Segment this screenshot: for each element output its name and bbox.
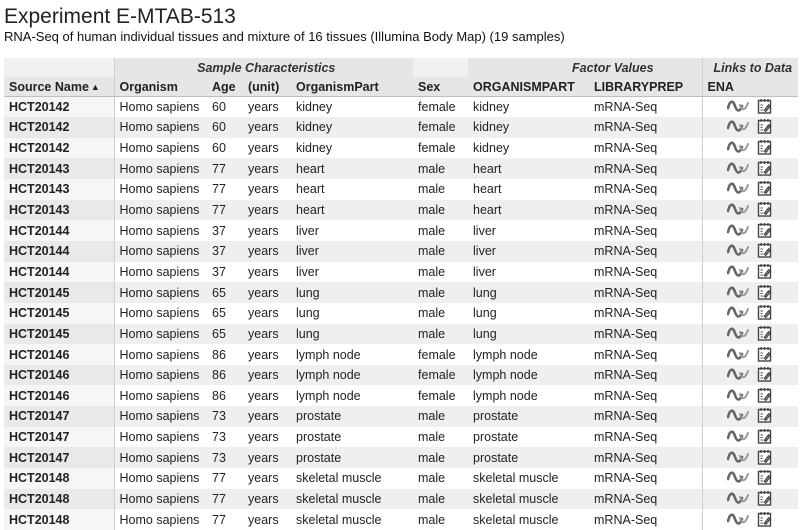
factor-organism-part-cell: skeletal muscle bbox=[473, 512, 559, 527]
organism-column-header[interactable]: Organism bbox=[114, 77, 207, 97]
sequence-data-icon[interactable] bbox=[727, 388, 749, 402]
unit-cell: years bbox=[243, 241, 291, 262]
age-cell: 77 bbox=[207, 489, 243, 510]
sex-cell: male bbox=[413, 447, 468, 468]
column-header-row bbox=[4, 77, 798, 97]
ena-record-icon[interactable] bbox=[757, 490, 773, 506]
source-name-cell: HCT20146 bbox=[4, 385, 114, 406]
organism-part-cell: prostate bbox=[296, 430, 342, 445]
ena-record-icon[interactable] bbox=[757, 160, 773, 176]
table-row bbox=[4, 447, 798, 468]
source-name-cell: HCT20143 bbox=[4, 200, 114, 221]
organism-cell: Homo sapiens bbox=[114, 406, 207, 427]
factor-organism-part-cell: skeletal muscle bbox=[468, 489, 589, 510]
sex-cell: female bbox=[418, 100, 456, 115]
ena-record-icon[interactable] bbox=[757, 304, 773, 320]
samples-table bbox=[4, 58, 798, 530]
sex-cell: male bbox=[418, 182, 446, 197]
sequence-data-icon[interactable] bbox=[727, 491, 749, 505]
table-row bbox=[4, 200, 798, 221]
sex-cell: female bbox=[413, 117, 468, 138]
ena-links-cell bbox=[702, 117, 798, 138]
table-row bbox=[4, 468, 798, 489]
unit-cell: years bbox=[243, 282, 291, 303]
source-name-column-header[interactable] bbox=[4, 77, 114, 97]
unit-cell: years bbox=[248, 430, 279, 445]
organism-part-cell: prostate bbox=[291, 447, 413, 468]
ena-links-cell bbox=[702, 303, 798, 324]
organism-part-cell: liver bbox=[296, 223, 319, 238]
source-name-cell: HCT20145 bbox=[4, 303, 114, 324]
factor-organism-part-cell: liver bbox=[468, 241, 589, 262]
library-prep-cell: mRNA-Seq bbox=[594, 430, 658, 445]
ena-links-cell bbox=[702, 282, 798, 303]
ena-record-icon[interactable] bbox=[757, 284, 773, 300]
library-prep-cell: mRNA-Seq bbox=[589, 200, 702, 221]
ena-links-cell bbox=[702, 344, 798, 365]
library-prep-cell: mRNA-Seq bbox=[594, 512, 658, 527]
library-prep-cell: mRNA-Seq bbox=[589, 158, 702, 179]
organism-cell: Homo sapiens bbox=[114, 489, 207, 510]
unit-column-header[interactable]: (unit) bbox=[243, 77, 291, 97]
unit-cell: years bbox=[248, 100, 279, 115]
organism-part-cell: kidney bbox=[296, 100, 333, 115]
age-cell: 37 bbox=[212, 223, 226, 238]
factor-organism-part-cell: kidney bbox=[473, 100, 510, 115]
unit-cell: years bbox=[243, 406, 291, 427]
unit-cell: years bbox=[248, 182, 279, 197]
organism-cell: Homo sapiens bbox=[119, 430, 200, 445]
library-prep-cell: mRNA-Seq bbox=[594, 100, 658, 115]
unit-cell: years bbox=[248, 347, 279, 362]
sequence-data-icon[interactable] bbox=[727, 470, 749, 484]
table-row bbox=[4, 282, 798, 303]
sequence-data-icon[interactable] bbox=[727, 367, 749, 381]
samples-table-body bbox=[4, 97, 798, 530]
sex-cell: male bbox=[413, 200, 468, 221]
sequence-data-icon[interactable] bbox=[727, 285, 749, 299]
library-prep-cell: mRNA-Seq bbox=[594, 471, 658, 486]
organism-part-cell: lymph node bbox=[291, 365, 413, 386]
source-name-cell: HCT20143 bbox=[4, 179, 114, 200]
organism-part-cell: liver bbox=[296, 264, 319, 279]
factor-organism-part-cell: lung bbox=[473, 306, 497, 321]
source-name-cell: HCT20146 bbox=[4, 365, 114, 386]
ena-record-icon[interactable] bbox=[757, 511, 773, 527]
organism-part-cell: skeletal muscle bbox=[291, 489, 413, 510]
age-cell: 86 bbox=[207, 365, 243, 386]
age-cell: 65 bbox=[207, 282, 243, 303]
sex-cell: male bbox=[418, 306, 446, 321]
sex-cell: female bbox=[418, 141, 456, 156]
age-cell: 60 bbox=[207, 117, 243, 138]
sex-cell: male bbox=[413, 158, 468, 179]
age-cell: 37 bbox=[207, 241, 243, 262]
organism-cell: Homo sapiens bbox=[119, 264, 200, 279]
source-name-cell: HCT20148 bbox=[4, 509, 114, 530]
ena-links-cell bbox=[702, 406, 798, 427]
age-cell: 73 bbox=[207, 406, 243, 427]
organism-part-cell: skeletal muscle bbox=[296, 512, 382, 527]
organism-cell: Homo sapiens bbox=[119, 347, 200, 362]
factor-organism-part-cell: prostate bbox=[468, 447, 589, 468]
ena-links-cell bbox=[702, 489, 798, 510]
organism-part-cell: lung bbox=[291, 282, 413, 303]
sequence-data-icon[interactable] bbox=[727, 450, 749, 464]
sequence-data-icon[interactable] bbox=[727, 140, 749, 154]
factor-organism-part-cell: heart bbox=[468, 158, 589, 179]
library-prep-cell: mRNA-Seq bbox=[589, 447, 702, 468]
sequence-data-icon[interactable] bbox=[727, 347, 749, 361]
library-prep-cell: mRNA-Seq bbox=[589, 489, 702, 510]
organism-part-cell: lymph node bbox=[296, 347, 361, 362]
group-header-spacer bbox=[4, 58, 114, 77]
unit-cell: years bbox=[243, 324, 291, 345]
age-cell: 77 bbox=[212, 471, 226, 486]
sequence-data-icon[interactable] bbox=[727, 512, 749, 526]
age-cell: 77 bbox=[207, 158, 243, 179]
library-prep-cell: mRNA-Seq bbox=[594, 264, 658, 279]
sex-cell: male bbox=[413, 241, 468, 262]
organism-cell: Homo sapiens bbox=[114, 241, 207, 262]
age-column-header[interactable]: Age bbox=[207, 77, 243, 97]
ena-record-icon[interactable] bbox=[757, 325, 773, 341]
source-name-cell: HCT20142 bbox=[4, 97, 114, 118]
source-name-cell: HCT20144 bbox=[4, 262, 114, 283]
group-header-gap bbox=[413, 58, 468, 77]
ena-links-cell bbox=[702, 179, 798, 200]
links-to-data-header: Links to Data bbox=[702, 58, 798, 77]
ena-record-icon[interactable] bbox=[757, 139, 773, 155]
sex-cell: female bbox=[413, 365, 468, 386]
page-subtitle: RNA-Seq of human individual tissues and mixture of 16 tissues (Illumina Body Map) (19 samples) bbox=[4, 29, 565, 44]
ena-record-icon[interactable] bbox=[757, 407, 773, 423]
organism-part-cell: heart bbox=[291, 200, 413, 221]
source-name-cell: HCT20147 bbox=[4, 406, 114, 427]
ena-record-icon[interactable] bbox=[757, 387, 773, 403]
sequence-data-icon[interactable] bbox=[727, 326, 749, 340]
sex-cell: female bbox=[418, 347, 456, 362]
ena-record-icon[interactable] bbox=[757, 180, 773, 196]
ena-links-cell bbox=[702, 138, 798, 159]
sequence-data-icon[interactable] bbox=[727, 161, 749, 175]
sex-column-header[interactable]: Sex bbox=[413, 77, 468, 97]
factor-organism-part-cell: prostate bbox=[473, 430, 519, 445]
ena-links-cell bbox=[702, 200, 798, 221]
organism-cell: Homo sapiens bbox=[119, 306, 200, 321]
organism-cell: Homo sapiens bbox=[114, 324, 207, 345]
ena-record-icon[interactable] bbox=[757, 449, 773, 465]
sample-characteristics-header: Sample Characteristics bbox=[114, 58, 413, 77]
library-prep-cell: mRNA-Seq bbox=[594, 306, 658, 321]
ena-record-icon[interactable] bbox=[757, 118, 773, 134]
sort-ascending-icon[interactable]: ▲ bbox=[90, 81, 100, 92]
sex-cell: male bbox=[418, 223, 446, 238]
factor-organism-part-cell: skeletal muscle bbox=[473, 471, 559, 486]
library-prep-column-header[interactable]: LIBRARYPREP bbox=[589, 77, 702, 97]
organism-part-column-header[interactable]: OrganismPart bbox=[291, 77, 413, 97]
factor-organism-part-cell: kidney bbox=[473, 141, 510, 156]
table-row bbox=[4, 138, 798, 159]
age-cell: 60 bbox=[212, 141, 226, 156]
table-row bbox=[4, 303, 798, 324]
organism-cell: Homo sapiens bbox=[114, 365, 207, 386]
sequence-data-icon[interactable] bbox=[727, 99, 749, 113]
table-row bbox=[4, 385, 798, 406]
source-name-cell: HCT20147 bbox=[4, 447, 114, 468]
age-cell: 37 bbox=[212, 264, 226, 279]
group-header-row bbox=[4, 58, 798, 77]
sequence-data-icon[interactable] bbox=[727, 202, 749, 216]
ena-links-cell bbox=[702, 447, 798, 468]
source-name-cell: HCT20144 bbox=[4, 220, 114, 241]
sex-cell: male bbox=[413, 489, 468, 510]
factor-organism-part-cell: lung bbox=[468, 282, 589, 303]
sequence-data-icon[interactable] bbox=[727, 119, 749, 133]
library-prep-cell: mRNA-Seq bbox=[589, 241, 702, 262]
age-cell: 65 bbox=[212, 306, 226, 321]
sequence-data-icon[interactable] bbox=[727, 243, 749, 257]
sequence-data-icon[interactable] bbox=[727, 181, 749, 195]
sex-cell: male bbox=[418, 471, 446, 486]
organism-cell: Homo sapiens bbox=[119, 388, 200, 403]
library-prep-cell: mRNA-Seq bbox=[589, 282, 702, 303]
organism-part-cell: kidney bbox=[291, 117, 413, 138]
ena-record-icon[interactable] bbox=[757, 201, 773, 217]
organism-cell: Homo sapiens bbox=[119, 512, 200, 527]
organism-cell: Homo sapiens bbox=[114, 282, 207, 303]
source-name-cell: HCT20142 bbox=[4, 138, 114, 159]
organism-part-cell: kidney bbox=[296, 141, 333, 156]
ena-links-cell bbox=[702, 220, 798, 241]
table-row bbox=[4, 406, 798, 427]
table-row bbox=[4, 262, 798, 283]
factor-organism-part-cell: liver bbox=[473, 223, 496, 238]
page-title: Experiment E-MTAB-513 bbox=[4, 5, 236, 28]
table-row bbox=[4, 241, 798, 262]
age-cell: 73 bbox=[212, 430, 226, 445]
source-name-cell: HCT20147 bbox=[4, 427, 114, 448]
age-cell: 65 bbox=[207, 324, 243, 345]
source-name-cell: HCT20142 bbox=[4, 117, 114, 138]
table-row bbox=[4, 220, 798, 241]
unit-cell: years bbox=[248, 141, 279, 156]
ena-record-icon[interactable] bbox=[757, 346, 773, 362]
table-row bbox=[4, 489, 798, 510]
ena-record-icon[interactable] bbox=[757, 242, 773, 258]
organism-cell: Homo sapiens bbox=[119, 100, 200, 115]
source-name-cell: HCT20145 bbox=[4, 282, 114, 303]
sex-cell: male bbox=[418, 430, 446, 445]
unit-cell: years bbox=[248, 306, 279, 321]
unit-cell: years bbox=[248, 223, 279, 238]
organism-part-cell: liver bbox=[291, 241, 413, 262]
sex-cell: female bbox=[418, 388, 456, 403]
factor-organism-part-cell: lymph node bbox=[468, 365, 589, 386]
factor-organism-part-cell: heart bbox=[468, 200, 589, 221]
sequence-data-icon[interactable] bbox=[727, 429, 749, 443]
organism-cell: Homo sapiens bbox=[119, 141, 200, 156]
ena-links-cell bbox=[702, 241, 798, 262]
factor-organism-part-cell: lymph node bbox=[473, 388, 538, 403]
ena-links-cell bbox=[702, 158, 798, 179]
factor-organism-part-cell: liver bbox=[473, 264, 496, 279]
table-row bbox=[4, 179, 798, 200]
source-name-cell: HCT20146 bbox=[4, 344, 114, 365]
ena-links-cell bbox=[702, 385, 798, 406]
ena-record-icon[interactable] bbox=[757, 366, 773, 382]
table-row bbox=[4, 344, 798, 365]
table-row bbox=[4, 365, 798, 386]
ena-column-header: ENA bbox=[702, 77, 798, 97]
organism-part-cell: lung bbox=[291, 324, 413, 345]
factor-organism-part-column-header[interactable]: ORGANISMPART bbox=[468, 77, 589, 97]
organism-part-cell: heart bbox=[296, 182, 325, 197]
age-cell: 73 bbox=[207, 447, 243, 468]
factor-organism-part-cell: kidney bbox=[468, 117, 589, 138]
source-name-label: Source Name bbox=[9, 79, 89, 94]
library-prep-cell: mRNA-Seq bbox=[594, 141, 658, 156]
source-name-cell: HCT20143 bbox=[4, 158, 114, 179]
organism-part-cell: lymph node bbox=[296, 388, 361, 403]
ena-links-cell bbox=[702, 324, 798, 345]
sex-cell: male bbox=[413, 324, 468, 345]
source-name-cell: HCT20144 bbox=[4, 241, 114, 262]
source-name-cell: HCT20145 bbox=[4, 324, 114, 345]
library-prep-cell: mRNA-Seq bbox=[589, 324, 702, 345]
organism-cell: Homo sapiens bbox=[114, 158, 207, 179]
ena-links-cell bbox=[702, 468, 798, 489]
library-prep-cell: mRNA-Seq bbox=[594, 223, 658, 238]
library-prep-cell: mRNA-Seq bbox=[594, 347, 658, 362]
table-row bbox=[4, 117, 798, 138]
sex-cell: male bbox=[413, 406, 468, 427]
ena-record-icon[interactable] bbox=[757, 222, 773, 238]
factor-organism-part-cell: lung bbox=[468, 324, 589, 345]
organism-part-cell: lung bbox=[296, 306, 320, 321]
unit-cell: years bbox=[243, 158, 291, 179]
sex-cell: male bbox=[413, 282, 468, 303]
unit-cell: years bbox=[243, 447, 291, 468]
age-cell: 86 bbox=[212, 347, 226, 362]
factor-organism-part-cell: prostate bbox=[468, 406, 589, 427]
unit-cell: years bbox=[243, 117, 291, 138]
sequence-data-icon[interactable] bbox=[727, 264, 749, 278]
organism-cell: Homo sapiens bbox=[114, 447, 207, 468]
organism-cell: Homo sapiens bbox=[114, 117, 207, 138]
ena-record-icon[interactable] bbox=[757, 98, 773, 114]
unit-cell: years bbox=[243, 200, 291, 221]
sequence-data-icon[interactable] bbox=[727, 305, 749, 319]
factor-values-header: Factor Values bbox=[468, 58, 702, 77]
organism-part-cell: prostate bbox=[291, 406, 413, 427]
table-row bbox=[4, 158, 798, 179]
unit-cell: years bbox=[243, 489, 291, 510]
organism-cell: Homo sapiens bbox=[119, 223, 200, 238]
ena-links-cell bbox=[702, 97, 798, 118]
library-prep-cell: mRNA-Seq bbox=[589, 406, 702, 427]
library-prep-cell: mRNA-Seq bbox=[594, 182, 658, 197]
organism-cell: Homo sapiens bbox=[119, 471, 200, 486]
ena-record-icon[interactable] bbox=[757, 263, 773, 279]
organism-cell: Homo sapiens bbox=[114, 200, 207, 221]
sequence-data-icon[interactable] bbox=[727, 223, 749, 237]
sex-cell: male bbox=[418, 264, 446, 279]
library-prep-cell: mRNA-Seq bbox=[589, 365, 702, 386]
organism-cell: Homo sapiens bbox=[119, 182, 200, 197]
organism-part-cell: heart bbox=[291, 158, 413, 179]
ena-links-cell bbox=[702, 427, 798, 448]
unit-cell: years bbox=[248, 471, 279, 486]
organism-part-cell: skeletal muscle bbox=[296, 471, 382, 486]
table-row bbox=[4, 97, 798, 118]
table-row bbox=[4, 324, 798, 345]
unit-cell: years bbox=[243, 365, 291, 386]
unit-cell: years bbox=[248, 264, 279, 279]
sequence-data-icon[interactable] bbox=[727, 408, 749, 422]
source-name-cell: HCT20148 bbox=[4, 489, 114, 510]
age-cell: 77 bbox=[207, 200, 243, 221]
ena-record-icon[interactable] bbox=[757, 428, 773, 444]
table-row bbox=[4, 509, 798, 530]
library-prep-cell: mRNA-Seq bbox=[594, 388, 658, 403]
ena-links-cell bbox=[702, 262, 798, 283]
library-prep-cell: mRNA-Seq bbox=[589, 117, 702, 138]
ena-links-cell bbox=[702, 365, 798, 386]
table-row bbox=[4, 427, 798, 448]
unit-cell: years bbox=[248, 388, 279, 403]
sex-cell: male bbox=[418, 512, 446, 527]
factor-organism-part-cell: heart bbox=[473, 182, 502, 197]
factor-organism-part-cell: lymph node bbox=[473, 347, 538, 362]
unit-cell: years bbox=[248, 512, 279, 527]
age-cell: 77 bbox=[212, 182, 226, 197]
source-name-cell: HCT20148 bbox=[4, 468, 114, 489]
ena-links-cell bbox=[702, 509, 798, 530]
age-cell: 77 bbox=[212, 512, 226, 527]
age-cell: 60 bbox=[212, 100, 226, 115]
ena-record-icon[interactable] bbox=[757, 469, 773, 485]
age-cell: 86 bbox=[212, 388, 226, 403]
